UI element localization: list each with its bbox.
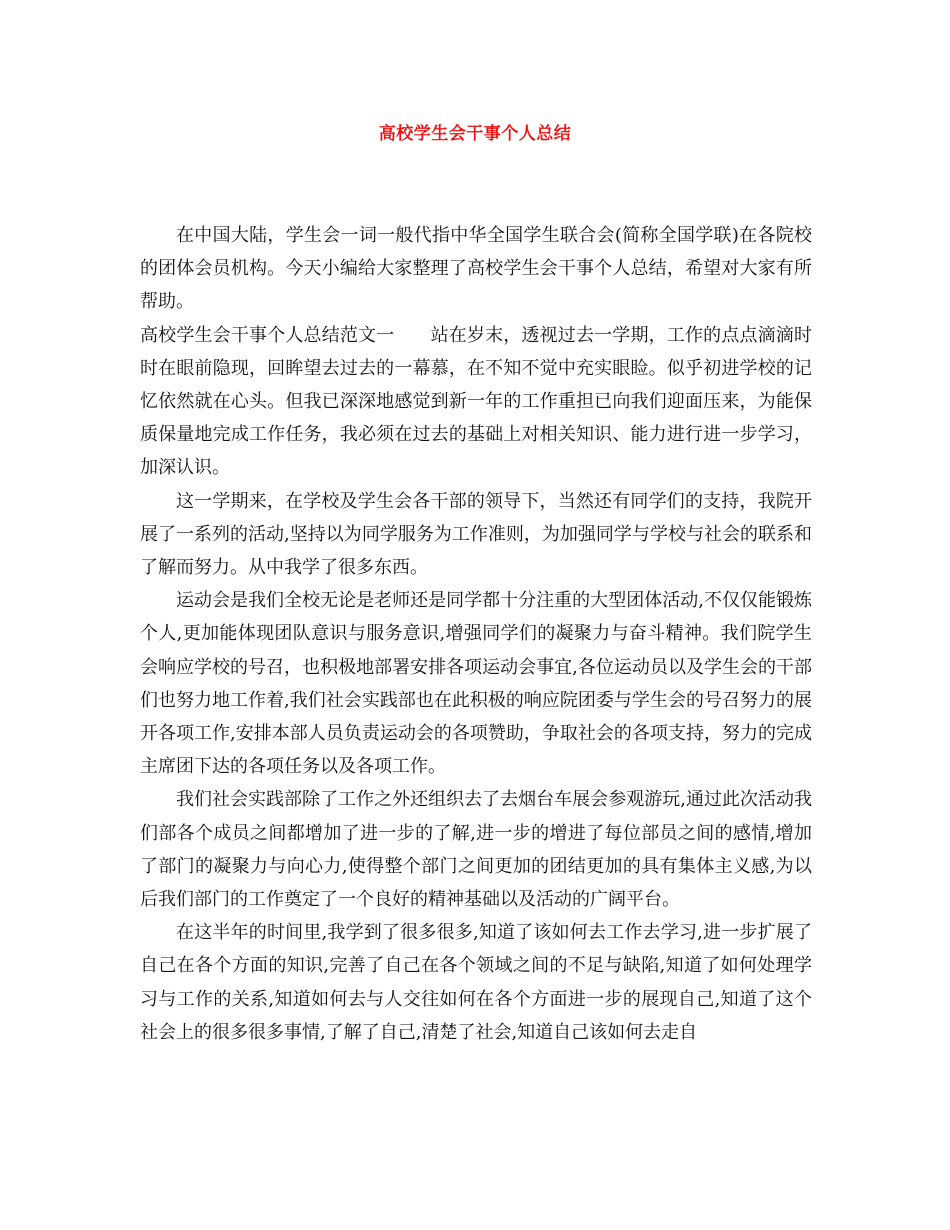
document-title: 高校学生会干事个人总结 (378, 124, 572, 144)
body-paragraph: 这一学期来，在学校及学生会各干部的领导下，当然还有同学们的支持，我院开展了一系列的活动,坚持以为同学服务为工作准则，为加强同学与学校与社会的联系和了解而努力。从中我学了很多东西。 (140, 490, 812, 579)
section-first-text: 站在岁末，透视过去一学期，工作的点点滴滴时时在眼前隐现，回眸望去过去的一幕慕，在不知不觉中充实眼睑。似乎初进学校的记忆依然就在心头。但我已深深地感觉到新一年的工作重担已向我们迎面压来，为能保质保量地完成工作任务，我必须在过去的基础上对相关知识、能力进行进一步学习，加深认识。 (140, 324, 813, 479)
intro-paragraph: 在中国大陆，学生会一词一般代指中华全国学生联合会(简称全国学联)在各院校的团体会员机构。今天小编给大家整理了高校学生会干事个人总结，希望对大家有所帮助。 (140, 225, 812, 313)
section-first-paragraph (140, 319, 812, 485)
body-paragraph: 我们社会实践部除了工作之外还组织去了去烟台车展会参观游玩,通过此次活动我们部各个成员之间都增加了进一步的了解,进一步的增进了每位部员之间的感情,增加了部门的凝聚力与向心力,使得整个部门之间更加的团结更加的具有集体主义感,为以后我们部门的工作奠定了一个良好的精神基础以及活动的广阔平台。 (140, 789, 812, 911)
section-label: 高校学生会干事个人总结范文一 (140, 324, 395, 346)
document-body (140, 219, 812, 1049)
body-paragraph: 在这半年的时间里,我学到了很多很多,知道了该如何去工作去学习,进一步扩展了自己在各个方面的知识,完善了自己在各个领域之间的不足与缺陷,知道了如何处理学习与工作的关系,知道如何去与人交往如何在各个方面进一步的展现自己,知道了这个社会上的很多很多事情,了解了自己,清楚了社会,知道自己该如何去走自 (140, 922, 812, 1043)
body-paragraph: 运动会是我们全校无论是老师还是同学都十分注重的大型团体活动,不仅仅能锻炼个人,更加能体现团队意识与服务意识,增强同学们的凝聚力与奋斗精神。我们院学生会响应学校的号召，也积极地部署安排各项运动会事宜,各位运动员以及学生会的干部们也努力地工作着,我们社会实践部也在此积极的响应院团委与学生会的号召努力的展开各项工作,安排本部人员负责运动会的各项赞助，争取社会的各项支持，努力的完成主席团下达的各项任务以及各项工作。 (140, 590, 812, 778)
